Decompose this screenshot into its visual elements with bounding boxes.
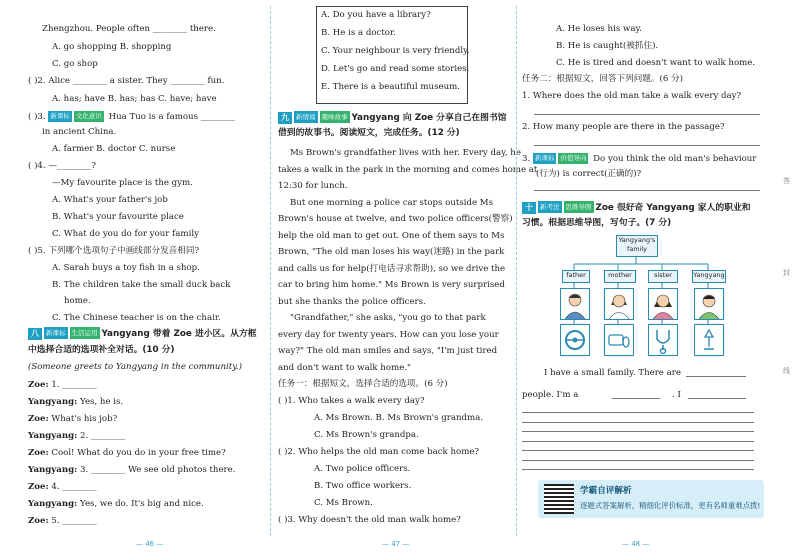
speaker: Zoe: bbox=[28, 482, 49, 492]
option-line: A. He loses his way. bbox=[556, 24, 642, 34]
q3-tag: 新课标 bbox=[50, 112, 70, 120]
utterance: 4. ________ bbox=[51, 482, 97, 492]
mouse-keyboard-icon bbox=[604, 324, 634, 356]
answer-line[interactable] bbox=[522, 431, 754, 432]
section-tag: 新情境 bbox=[296, 113, 316, 121]
story-line: Ms Brown's grandfather lives with her. Every day, he bbox=[290, 148, 521, 158]
speaker: Zoe: bbox=[28, 448, 49, 458]
yangyang-portrait bbox=[694, 288, 724, 320]
question-5: ( )5. 下列哪个选项句子中画线部分发音相同? bbox=[28, 246, 200, 256]
dialog-line bbox=[28, 397, 123, 408]
scene-note: (Someone greets to Yangyang in the community.) bbox=[28, 362, 242, 372]
story-line: every day for twenty years. How can you lose your bbox=[278, 329, 499, 340]
section-tag: 新考法 bbox=[540, 203, 560, 211]
text-line: A. Sarah buys a toy fish in a shop. bbox=[52, 263, 200, 273]
section-title-text: Zoe 很好奇 Yangyang 家人的职业和 bbox=[595, 203, 751, 213]
speaker: Yangyang: bbox=[28, 397, 78, 407]
section-9-title-2: 借到的故事书。阅读短文，完成任务。(12 分) bbox=[278, 128, 460, 138]
qr-code[interactable] bbox=[544, 484, 574, 514]
task-2-question-2: 2. How many people are there in the passage? bbox=[522, 122, 725, 132]
story-line: But one morning a police car stops outside Ms bbox=[290, 197, 494, 208]
section-10-title bbox=[522, 201, 751, 214]
question-2: ( )2. Alice ________ a sister. They ________ fun. bbox=[28, 76, 225, 86]
question-line: ( )3. Why doesn't the old man walk home? bbox=[278, 515, 461, 525]
speaker: Zoe: bbox=[28, 380, 49, 390]
section-9-title bbox=[278, 111, 507, 124]
story-line: "Grandfather," she asks, "you go to that park bbox=[290, 313, 486, 323]
steering-wheel-icon bbox=[560, 324, 590, 356]
q3-text: Do you think the old man's behaviour bbox=[593, 154, 757, 164]
writing-start: I have a small family. There are bbox=[544, 368, 681, 378]
story-line: way?" The old man smiles and says, "I'm just tired bbox=[278, 346, 498, 356]
section-tag2: 趣味故事 bbox=[321, 113, 348, 121]
margin-label: 线 bbox=[783, 367, 790, 375]
mind-map-root: Yangyang's family bbox=[616, 235, 658, 257]
text-line: C. The Chinese teacher is on the chair. bbox=[52, 313, 221, 323]
question-line: ( )1. Who takes a walk every day? bbox=[278, 396, 425, 406]
text-line: A. has; have B. has; has C. have; have bbox=[52, 94, 217, 104]
story-line: 12:30 for lunch. bbox=[278, 181, 348, 191]
column-divider bbox=[516, 6, 517, 536]
text-line: C. go shop bbox=[52, 59, 98, 69]
question-line: C. Ms Brown's grandpa. bbox=[314, 430, 419, 440]
page-number: — 48 — bbox=[622, 540, 650, 548]
utterance: 2. ________ bbox=[80, 431, 126, 441]
q3-text-2: (行为) is correct(正确的)? bbox=[536, 169, 642, 179]
option-b: B. He is a doctor. bbox=[321, 28, 396, 38]
answer-line[interactable] bbox=[688, 398, 746, 399]
member-mother: mother bbox=[604, 270, 636, 283]
utterance: Yes, he is. bbox=[80, 397, 124, 407]
utterance: 1. ________ bbox=[51, 380, 97, 390]
question-line: ( )2. Who helps the old man come back home? bbox=[278, 447, 480, 457]
option-line: B. He is caught(被抓住). bbox=[556, 41, 659, 51]
dialog-line bbox=[28, 431, 125, 442]
text-line: home. bbox=[64, 296, 91, 306]
dialog-line bbox=[28, 516, 97, 527]
story-line: help the old man to get out. One of them says to Ms bbox=[278, 230, 505, 241]
question-3 bbox=[28, 111, 235, 123]
section-title-text: Yangyang 带着 Zoe 进小区。从方框 bbox=[101, 329, 257, 339]
dialog-line bbox=[28, 499, 204, 510]
section-title-text: Yangyang 向 Zoe 分享自己在图书馆 bbox=[351, 113, 507, 123]
writing-text: people. I'm a bbox=[522, 390, 579, 400]
task-2-title: 任务二：根据短文，回答下列问题。(6 分) bbox=[522, 74, 683, 84]
speaker: Zoe: bbox=[28, 516, 49, 526]
utterance: Cool! What do you do in your free time? bbox=[51, 448, 226, 458]
question-line: B. Two office workers. bbox=[314, 481, 412, 491]
dialog-line bbox=[28, 482, 97, 493]
page-46-column bbox=[28, 0, 266, 554]
story-line: car to bring him home." Ms Brown is very surprised bbox=[278, 280, 505, 290]
answer-line[interactable] bbox=[522, 422, 754, 423]
text-line: Zhengzhou. People often ________ there. bbox=[42, 24, 216, 34]
text-line: C. What do you do for your family bbox=[52, 229, 199, 239]
task-2-question-3 bbox=[522, 153, 756, 165]
answer-line[interactable] bbox=[686, 376, 746, 377]
writing-line-2 bbox=[522, 390, 578, 401]
text-line: A. farmer B. doctor C. nurse bbox=[52, 144, 176, 154]
q3-tag: 新课标 bbox=[534, 154, 555, 162]
answer-line[interactable] bbox=[534, 145, 760, 146]
page-48-column bbox=[522, 0, 762, 554]
option-e: E. There is a beautiful museum. bbox=[321, 82, 460, 92]
q3-text: Hua Tuo is a famous ________ bbox=[108, 112, 236, 122]
section-10-title-2: 习惯。根据思维导图，写句子。(7 分) bbox=[522, 218, 672, 228]
answer-line[interactable] bbox=[522, 412, 754, 413]
question-4: ( )4. —________? bbox=[28, 161, 96, 171]
utterance: Yes, we do. It's big and nice. bbox=[80, 499, 204, 509]
text-line: B. The children take the small duck back bbox=[52, 280, 231, 290]
utterance: 3. ________ We see old photos there. bbox=[80, 465, 236, 475]
column-divider bbox=[270, 6, 271, 536]
answer-line[interactable] bbox=[522, 460, 754, 461]
dialog-line bbox=[28, 414, 117, 425]
member-sister: sister bbox=[648, 270, 678, 283]
dialog-line bbox=[28, 465, 235, 476]
dialog-line bbox=[28, 380, 97, 391]
page-47-column bbox=[278, 0, 538, 554]
question-line: C. Ms Brown. bbox=[314, 498, 373, 508]
text-line: —My favourite place is the gym. bbox=[52, 178, 193, 188]
section-number: 十 bbox=[522, 202, 536, 214]
utterance: What's his job? bbox=[51, 414, 118, 424]
section-number: 八 bbox=[28, 328, 42, 340]
speaker: Yangyang: bbox=[28, 465, 78, 475]
margin-label: 封 bbox=[783, 269, 790, 277]
task-1-title: 任务一：根据短文，选择合适的选项。(6 分) bbox=[278, 379, 448, 389]
speaker: Zoe: bbox=[28, 414, 49, 424]
story-line: Brown, "The old man loses his way(迷路) in the park bbox=[278, 247, 505, 257]
father-portrait bbox=[560, 288, 590, 320]
member-father: father bbox=[562, 270, 590, 283]
q3-prefix: ( )3. bbox=[28, 112, 46, 122]
speaker: Yangyang: bbox=[28, 499, 78, 509]
utterance: 5. ________ bbox=[51, 516, 97, 526]
sister-portrait bbox=[648, 288, 678, 320]
section-tag2: 思维导图 bbox=[565, 203, 592, 211]
option-line: C. He is tired and doesn't want to walk home. bbox=[556, 58, 756, 68]
option-d: D. Let's go and read some stories. bbox=[321, 64, 470, 74]
section-tag: 新课标 bbox=[46, 329, 66, 337]
stethoscope-icon bbox=[648, 324, 678, 356]
dialog-line bbox=[28, 448, 226, 459]
story-line: Brown's house at twelve, and two police officers(警察) bbox=[278, 214, 513, 224]
text-line: A. What's your father's job bbox=[52, 195, 168, 205]
writing-end: . I bbox=[672, 390, 681, 400]
q3-tag2: 文化意识 bbox=[75, 112, 102, 120]
story-line: and calls us for help(打电话寻求帮助), so we drive the bbox=[278, 263, 506, 274]
question-line: A. Two police officers. bbox=[314, 464, 411, 474]
text-line: in ancient China. bbox=[42, 127, 117, 137]
margin-label: 答 bbox=[783, 177, 790, 185]
section-number: 九 bbox=[278, 112, 292, 124]
answer-line[interactable] bbox=[522, 441, 754, 442]
answer-line[interactable] bbox=[612, 398, 660, 399]
answer-line[interactable] bbox=[522, 469, 754, 470]
text-line: A. go shopping B. shopping bbox=[52, 42, 172, 52]
banner-text: 逐题式答案解析，精细化评价标准，更有名师重难点拨! bbox=[580, 501, 761, 510]
member-yangyang: Yangyang bbox=[692, 270, 726, 283]
page-number: — 47 — bbox=[382, 540, 410, 548]
task-2-question-1: 1. Where does the old man take a walk every day? bbox=[522, 91, 742, 101]
section-tag2: 生活运用 bbox=[71, 329, 98, 337]
page-number: — 46 — bbox=[136, 540, 164, 548]
story-line: and don't want to walk home." bbox=[278, 362, 412, 373]
q3-prefix: 3. bbox=[522, 154, 531, 164]
option-a: A. Do you have a library? bbox=[321, 10, 431, 20]
section-8-title bbox=[28, 327, 257, 340]
options-box bbox=[316, 6, 468, 104]
story-line: takes a walk in the park in the morning and comes home at bbox=[278, 164, 538, 175]
banner-title: 学霸自评解析 bbox=[580, 486, 632, 496]
answer-line[interactable] bbox=[522, 450, 754, 451]
story-line: but she thanks the police officers. bbox=[278, 296, 426, 307]
section-8-title-2: 中选择合适的选项补全对话。(10 分) bbox=[28, 345, 175, 355]
text-line: B. What's your favourite place bbox=[52, 212, 184, 222]
q3-tag2: 价值导向 bbox=[560, 154, 587, 162]
book-lamp-icon bbox=[694, 324, 724, 356]
answer-line[interactable] bbox=[534, 114, 760, 115]
mother-portrait bbox=[604, 288, 634, 320]
answer-line[interactable] bbox=[534, 190, 760, 191]
question-line: A. Ms Brown. B. Ms Brown's grandma. bbox=[314, 413, 484, 423]
speaker: Yangyang: bbox=[28, 431, 78, 441]
option-c: C. Your neighbour is very friendly. bbox=[321, 46, 470, 56]
